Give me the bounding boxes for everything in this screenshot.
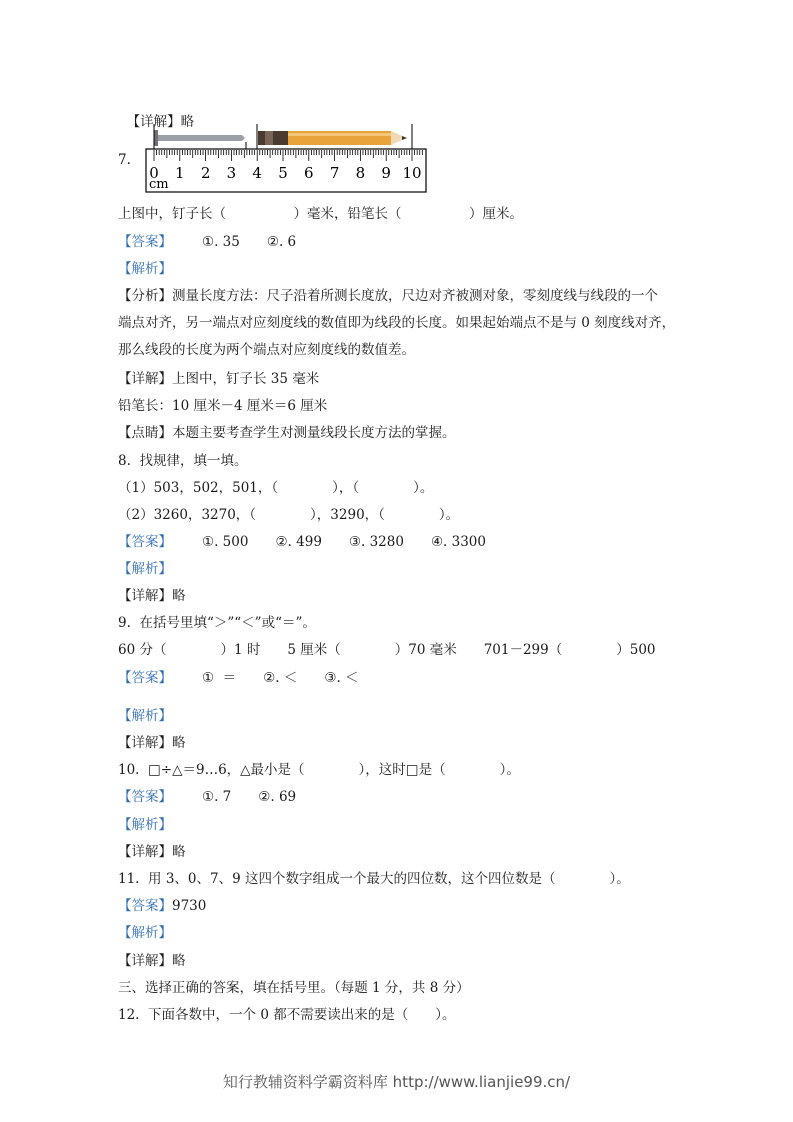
xiangjie-tag: 【详解】 [118,371,172,387]
q8-answer: ①. 500 ②. 499 ③. 3280 ④. 3300 [202,534,486,550]
q9-answer-line [118,669,359,687]
q11-xiangjie [118,952,186,970]
ruler-label: 8 [355,164,366,182]
xiangjie-text: 略 [172,953,186,969]
ruler-figure [145,120,430,195]
q7-pencil-calc: 铅笔长：10 厘米－4 厘米＝6 厘米 [118,398,328,414]
dianjing-text: 本题主要考查学生对测量线段长度方法的掌握。 [172,425,456,441]
q12-title: 12. 下面各数中，一个 0 都不需要读出来的是（ ）。 [118,1007,456,1023]
xiangjie-text: 略 [172,735,186,751]
answer-tag: 【答案】 [118,534,172,550]
ruler-label: 0 [149,164,159,182]
fenxi-tag: 【分析】 [118,288,172,304]
q11-answer: 9730 [172,898,207,914]
ruler-label: 2 [200,164,211,182]
q7-fenxi-1 [118,287,658,305]
ruler-unit: cm [149,177,169,192]
q8-answer-line [118,533,486,551]
q9-answer: ① ＝ ②. ＜ ③. ＜ [202,670,359,686]
dianjing-tag: 【点睛】 [118,425,172,441]
xiangjie-tag: 【详解】 [118,844,172,860]
ruler-label: 9 [381,164,391,182]
q9-items: 60 分（ ）1 时 5 厘米（ ）70 毫米 701－299（ ）500 [118,642,656,658]
xiangjie-tag: 【详解】 [118,588,172,604]
nail-image [154,130,245,146]
q7-jiexi: 【解析】 [118,261,172,277]
question-7-number: 7. [118,152,131,168]
ruler-label: 10 [402,164,422,182]
detail-tag: 【详解】 [126,114,181,130]
q7-dianjing [118,424,456,442]
answer-tag: 【答案】 [118,670,172,686]
ruler-label: 7 [329,164,340,182]
answer-tag: 【答案】 [118,898,172,914]
q10-xiangjie [118,843,186,861]
q11-title: 11. 用 3、0、7、9 这四个数字组成一个最大的四位数，这个四位数是（ ）。 [118,871,630,887]
q11-answer-line [118,897,206,915]
q7-fenxi-3: 那么线段的长度为两个端点对应刻度线的数值差。 [118,342,415,358]
q8-title: 8. 找规律，填一填。 [118,453,248,469]
q9-jiexi: 【解析】 [118,708,172,724]
q10-jiexi: 【解析】 [118,817,172,833]
fenxi-text-1: 测量长度方法：尺子沿着所测长度放，尺边对齐被测对象，零刻度线与线段的一个 [172,288,658,304]
q7-answer-line [118,233,296,251]
q10-answer-line [118,788,296,806]
q7-answer: ①. 35 ②. 6 [202,234,297,250]
q9-title: 9. 在括号里填“＞”“＜”或“＝”。 [118,615,316,631]
answer-tag: 【答案】 [118,234,172,250]
ruler-label: 4 [252,164,262,182]
ruler-label: 1 [175,164,185,182]
pencil-image [258,131,407,145]
q7-question: 上图中，钉子长（ ）毫米，铅笔长（ ）厘米。 [118,206,523,222]
q10-title: 10. □÷△＝9…6，△最小是（ ），这时□是（ ）。 [118,762,520,778]
xiangjie-text: 略 [172,844,186,860]
xiangjie-text: 略 [172,588,186,604]
detail-text: 略 [180,114,195,130]
q8-jiexi: 【解析】 [118,561,172,577]
ruler-label: 5 [278,164,288,182]
q8-part-1: （1）503，502，501，（ ），（ ）。 [118,480,434,496]
footer-watermark: 知行教辅资料学霸资料库 http://www.lianjie99.cn/ [222,1073,571,1091]
q7-fenxi-2: 端点对齐，另一端点对应刻度线的数值即为线段的长度。如果起始端点不是与 0 刻度线对齐， [118,315,676,331]
q8-xiangjie [118,587,186,605]
ruler-label: 6 [304,164,314,182]
q9-xiangjie [118,734,186,752]
section-3-heading: 三、选择正确的答案，填在括号里。（每题 1 分，共 8 分） [118,980,470,996]
ruler-label: 3 [226,164,237,182]
answer-tag: 【答案】 [118,789,172,805]
xiangjie-tag: 【详解】 [118,735,172,751]
xiangjie-text: 上图中，钉子长 35 毫米 [172,371,320,387]
q8-part-2: （2）3260，3270，（ ），3290，（ ）。 [118,507,460,523]
q10-answer: ①. 7 ②. 69 [202,789,297,805]
xiangjie-tag: 【详解】 [118,953,172,969]
q7-xiangjie [118,370,319,388]
q11-jiexi: 【解析】 [118,925,172,941]
